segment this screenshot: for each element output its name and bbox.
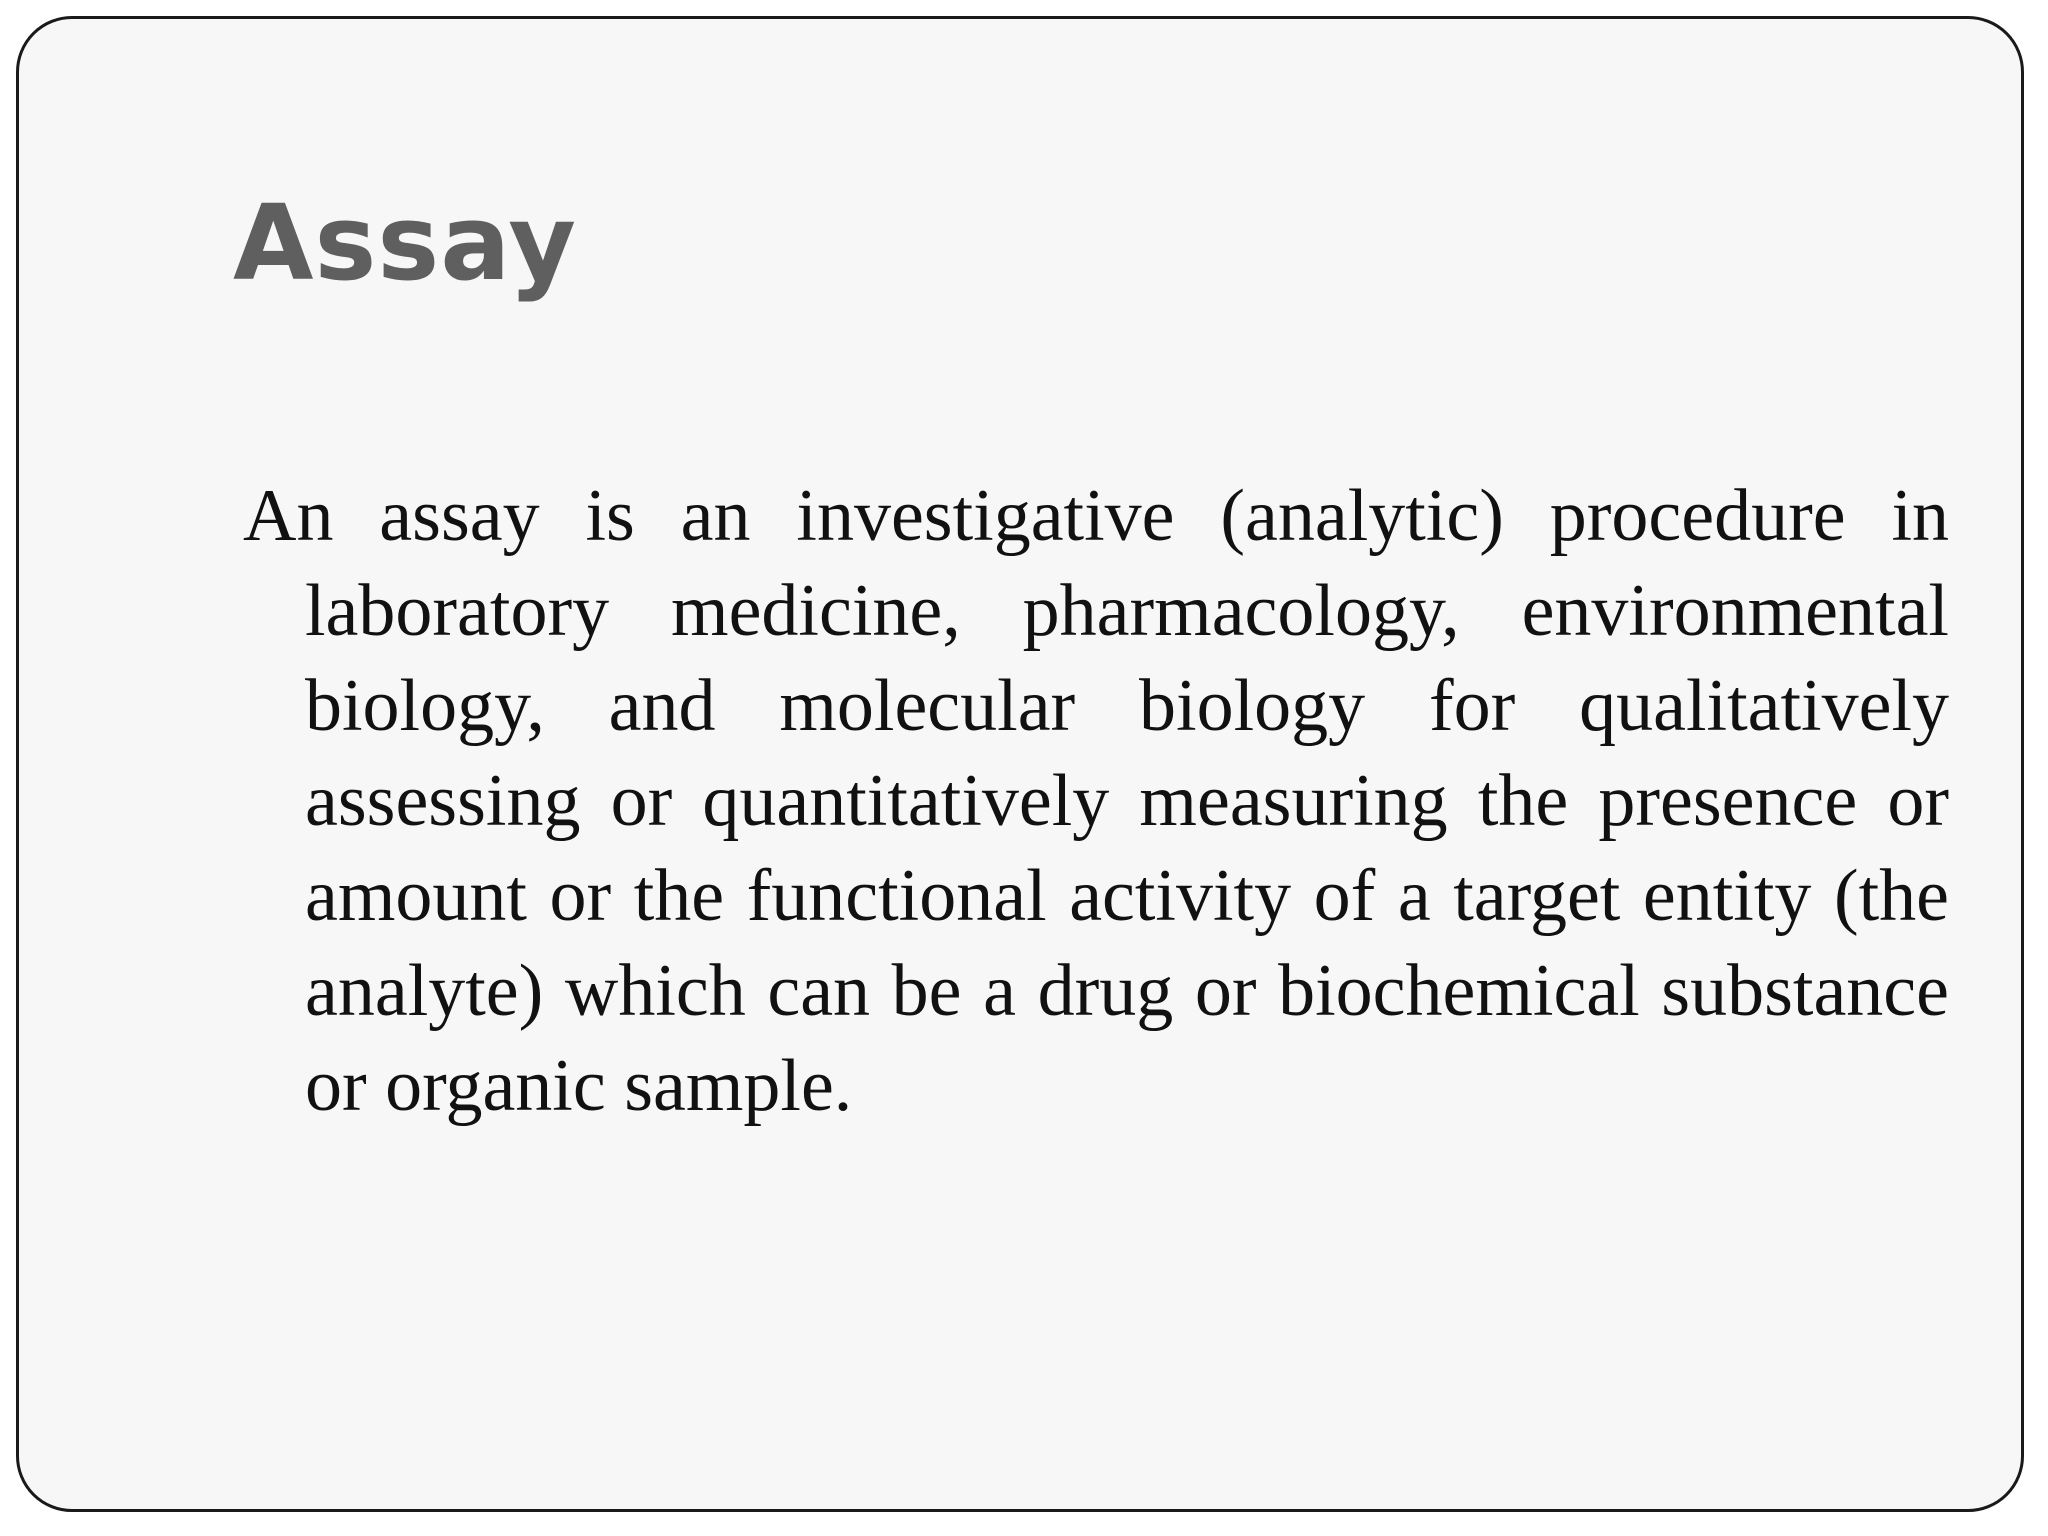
slide-frame xyxy=(16,16,2024,1512)
slide-title: Assay xyxy=(233,182,578,304)
slide-body-text: An assay is an investigative (analytic) procedure in laboratory medicine, pharmacology, environmental biology, and molecular biology for qualitatively assessing or quantitatively measuring the presence or amount or the functional activity of a target entity (the analyte) which can be a drug or biochemical substance or organic sample. xyxy=(243,475,1949,1127)
